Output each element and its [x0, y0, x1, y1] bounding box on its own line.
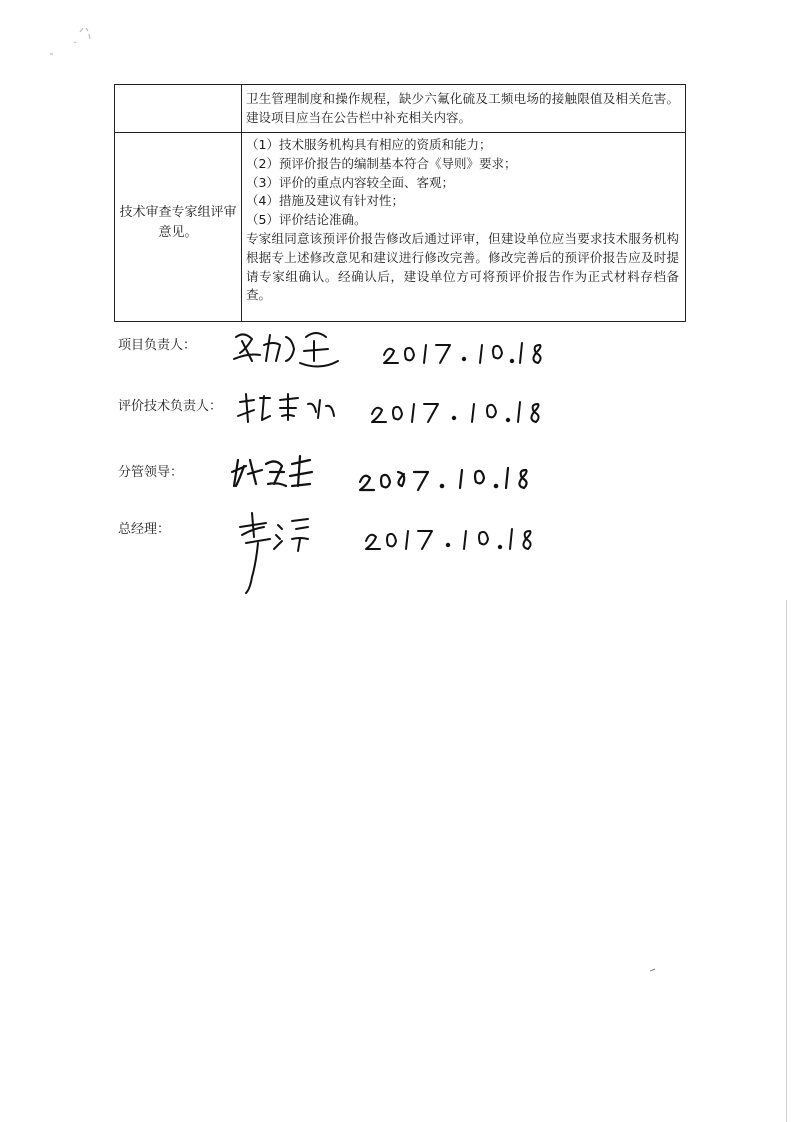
- list-item: （5）评价结论准确。: [246, 212, 367, 228]
- list-item: （4）措施及建议有针对性；: [246, 193, 404, 209]
- signature-label: 总经理：: [118, 522, 171, 537]
- list-item: （3）评价的重点内容较全面、客观；: [246, 174, 454, 190]
- scan-edge-line: [786, 600, 787, 1122]
- column-divider-lower: [241, 133, 242, 321]
- handwritten-signature: [228, 315, 628, 375]
- row2-conclusion: 专家组同意该预评价报告修改后通过评审，但建设单位应当要求技术服务机构根据专上述修改意见和建议进行修改完善。修改完善后的预评价报告应及时提请专家组确认。经确认后，建设单位方可将预评价报告作为正式材料存档备查。: [246, 230, 679, 303]
- signature-label: 项目负责人：: [118, 338, 197, 353]
- row1-content: 卫生管理制度和操作规程，缺少六氟化硫及工频电场的接触限值及相关危害。建设项目应当在公告栏中补充相关内容。: [246, 91, 679, 125]
- signature-row-general-manager: [118, 521, 578, 571]
- table-row-1: [115, 85, 685, 133]
- handwritten-signature: [236, 376, 636, 436]
- signature-row-technical-lead: [118, 398, 578, 448]
- scan-speck: [40, 18, 110, 68]
- column-divider: [241, 85, 242, 132]
- row2-content: [246, 136, 679, 305]
- signature-label: 分管领导：: [118, 465, 184, 480]
- row2-label: 技术审查专家组评审意见。: [119, 205, 237, 240]
- list-item: （1）技术服务机构具有相应的资质和能力；: [246, 137, 492, 152]
- handwritten-signature: [236, 503, 636, 613]
- scan-speck: [648, 966, 658, 974]
- review-table: [114, 84, 686, 322]
- list-item: （2）预评价报告的编制基本符合《导则》要求；: [246, 155, 517, 171]
- handwritten-signature: [230, 442, 630, 502]
- signature-label: 评价技术负责人：: [118, 399, 223, 414]
